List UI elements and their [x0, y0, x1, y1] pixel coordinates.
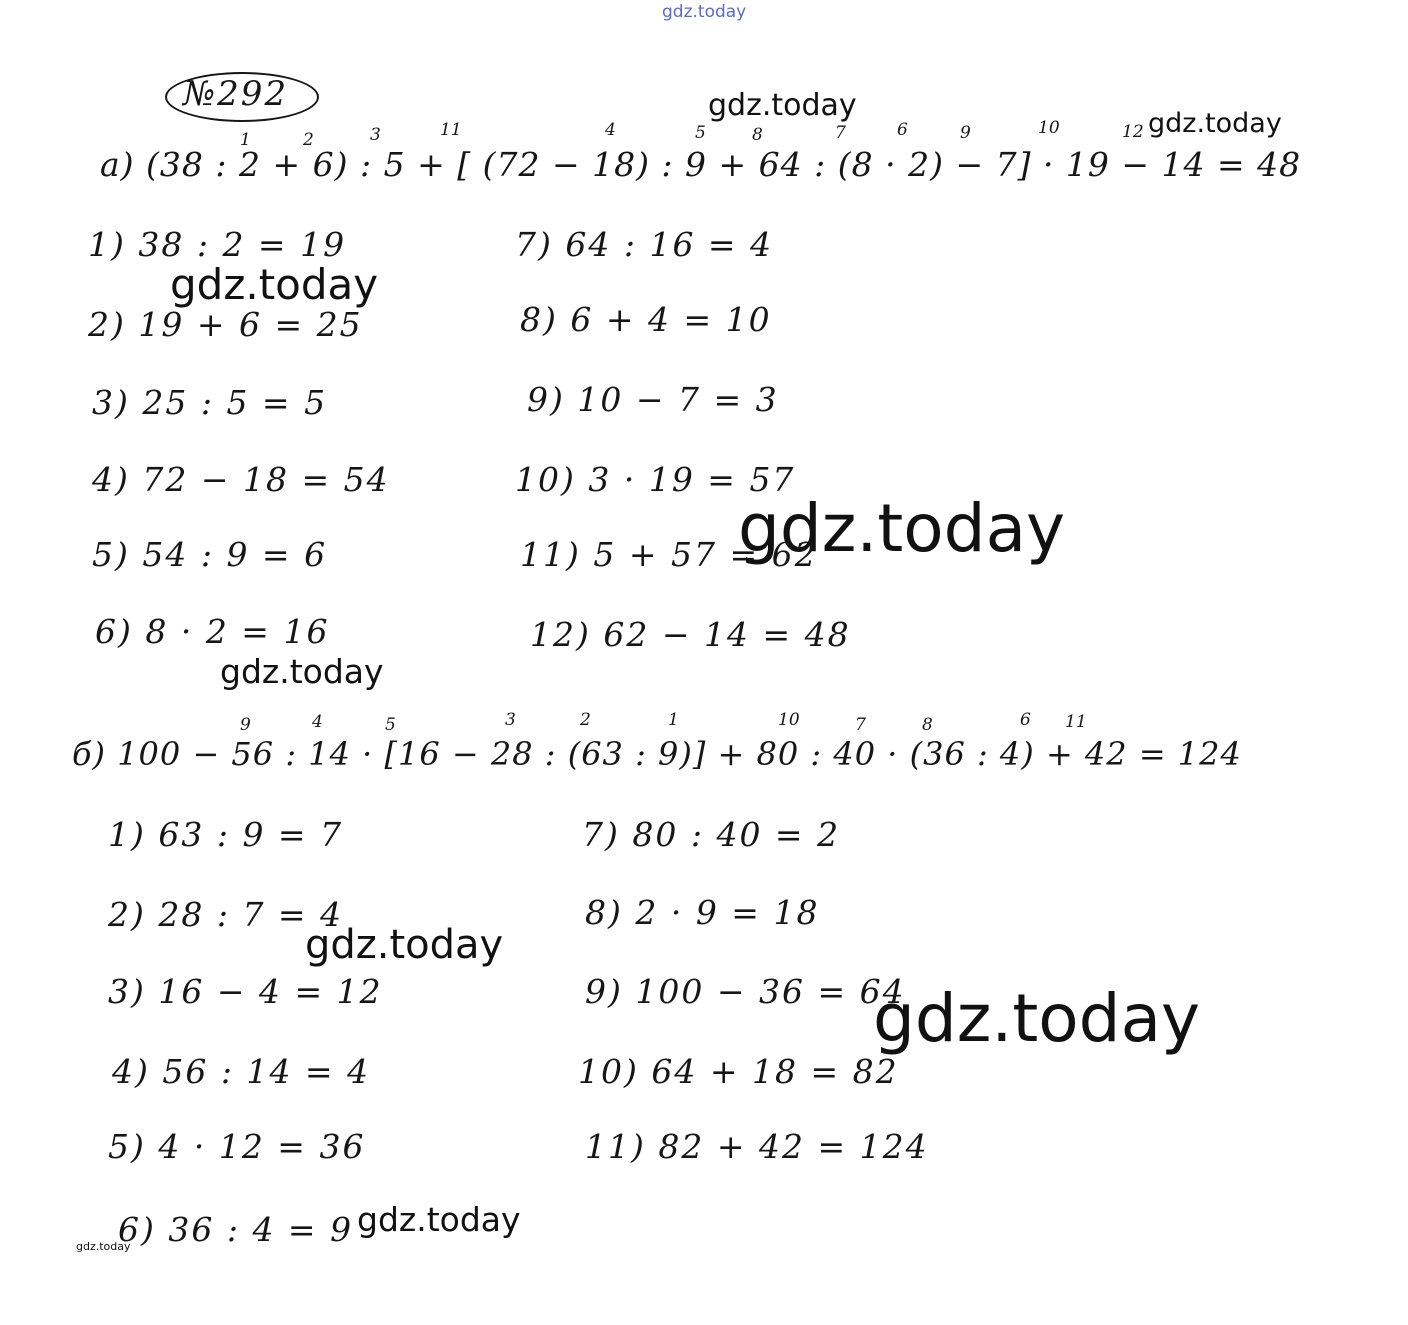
task-number: №292	[183, 74, 289, 114]
part-a-step: 9) 10 − 7 = 3	[527, 380, 779, 419]
order-mark: 2	[303, 130, 314, 150]
part-a-step: 10) 3 · 19 = 57	[515, 460, 796, 499]
order-mark: 7	[855, 715, 866, 735]
part-b-step: 9) 100 − 36 = 64	[585, 972, 906, 1011]
order-mark: 3	[370, 125, 381, 145]
order-mark: 9	[240, 715, 251, 735]
order-mark: 5	[385, 715, 396, 735]
part-a-step: 2) 19 + 6 = 25	[88, 305, 363, 344]
part-a-step: 11) 5 + 57 = 62	[520, 535, 818, 574]
part-b-step: 10) 64 + 18 = 82	[578, 1052, 899, 1091]
order-mark: 10	[1038, 118, 1060, 138]
watermark: gdz.today	[76, 1240, 131, 1253]
part-a-step: 4) 72 − 18 = 54	[92, 460, 390, 499]
part-a-step: 7) 64 : 16 = 4	[515, 225, 774, 264]
part-a-step: 5) 54 : 9 = 6	[92, 535, 328, 574]
watermark: gdz.today	[357, 1200, 521, 1239]
watermark: gdz.today	[738, 490, 1066, 567]
part-a-step: 6) 8 · 2 = 16	[95, 612, 330, 651]
order-mark: 8	[752, 125, 763, 145]
watermark-top: gdz.today	[662, 2, 747, 22]
part-b-step: 2) 28 : 7 = 4	[108, 895, 344, 934]
order-mark: 7	[835, 123, 846, 143]
order-mark: 1	[668, 710, 679, 730]
watermark: gdz.today	[305, 922, 504, 968]
order-mark: 2	[580, 710, 591, 730]
order-mark: 10	[778, 710, 800, 730]
part-a-step: 8) 6 + 4 = 10	[520, 300, 772, 339]
part-b-step: 7) 80 : 40 = 2	[582, 815, 841, 854]
watermark: gdz.today	[1148, 108, 1282, 139]
order-mark: 6	[897, 120, 908, 140]
part-b-expression: б) 100 − 56 : 14 · [16 − 28 : (63 : 9)] + 80 : 40 · (36 : 4) + 42 = 124	[72, 735, 1242, 773]
watermark: gdz.today	[220, 652, 384, 691]
part-a-step: 3) 25 : 5 = 5	[92, 383, 328, 422]
order-mark: 11	[440, 120, 462, 140]
part-b-step: 1) 63 : 9 = 7	[108, 815, 344, 854]
order-mark: 3	[505, 710, 516, 730]
part-b-step: 6) 36 : 4 = 9	[118, 1210, 354, 1249]
order-mark: 5	[695, 123, 706, 143]
order-mark: 9	[960, 123, 971, 143]
watermark: gdz.today	[170, 260, 379, 309]
watermark: gdz.today	[708, 88, 857, 123]
watermark: gdz.today	[873, 980, 1201, 1057]
part-b-step: 8) 2 · 9 = 18	[585, 893, 820, 932]
part-a-expression: а) (38 : 2 + 6) : 5 + [ (72 − 18) : 9 + 64 : (8 · 2) − 7] · 19 − 14 = 48	[100, 145, 1302, 184]
part-a-step: 12) 62 − 14 = 48	[530, 615, 851, 654]
part-b-step: 3) 16 − 4 = 12	[108, 972, 383, 1011]
order-mark: 4	[605, 120, 616, 140]
order-mark: 12	[1122, 122, 1144, 142]
part-a-step: 1) 38 : 2 = 19	[88, 225, 347, 264]
order-mark: 11	[1065, 712, 1087, 732]
order-mark: 4	[312, 712, 323, 732]
part-b-step: 11) 82 + 42 = 124	[585, 1127, 929, 1166]
order-mark: 1	[240, 130, 251, 150]
part-b-step: 5) 4 · 12 = 36	[108, 1127, 366, 1166]
order-mark: 8	[922, 715, 933, 735]
part-b-step: 4) 56 : 14 = 4	[112, 1052, 371, 1091]
order-mark: 6	[1020, 710, 1031, 730]
